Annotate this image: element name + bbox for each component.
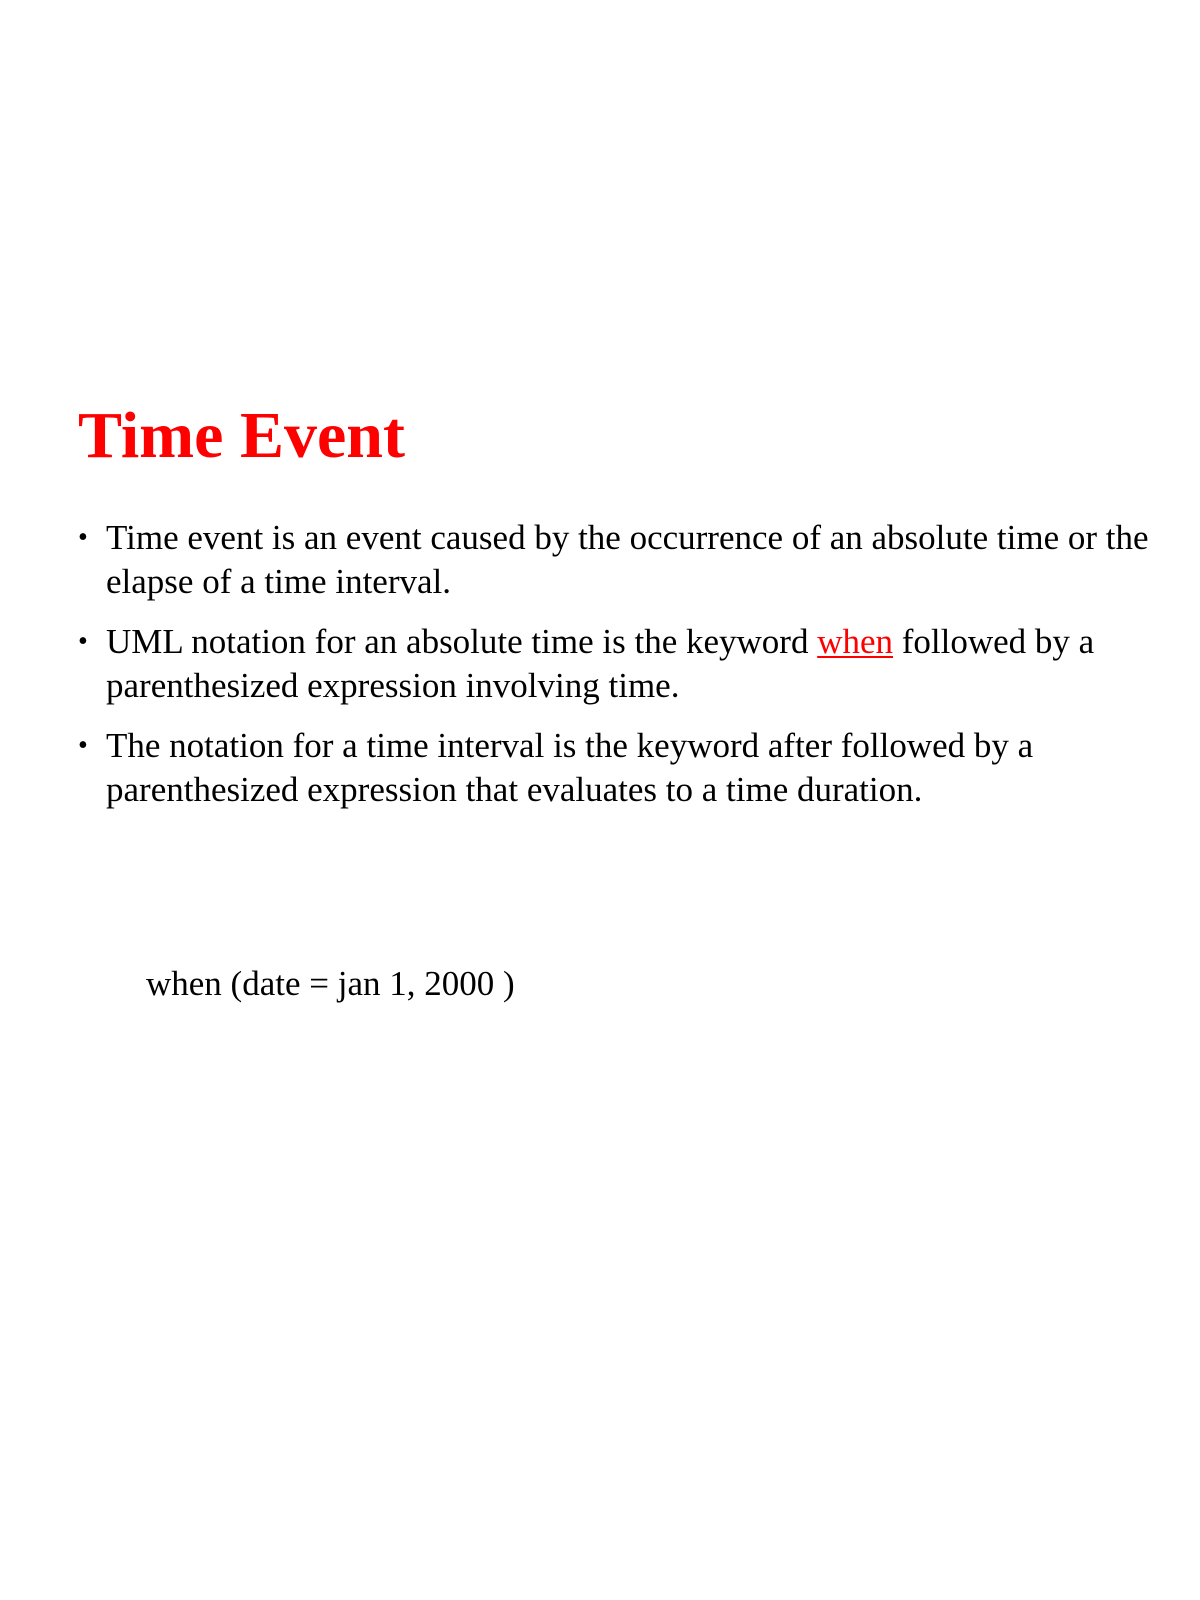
- bullet-text: Time event is an event caused by the occurrence of an absolute time or the elapse of a time interval.: [106, 518, 1149, 601]
- bullet-item-time-interval: [78, 724, 1158, 812]
- bullet-text-after: followed by a parenthesized expression involving time.: [106, 622, 1095, 705]
- bullet-dot-icon: •: [78, 522, 88, 553]
- bullet-list: [78, 516, 1158, 828]
- bullet-dot-icon: •: [78, 730, 88, 761]
- bullet-text-before: UML notation for an absolute time is the keyword: [106, 622, 818, 661]
- bullet-item-absolute-time: [78, 620, 1158, 708]
- bullet-text: The notation for a time interval is the keyword after followed by a parenthesized expression that evaluates to a time duration.: [106, 726, 1034, 809]
- example-expression: when (date = jan 1, 2000 ): [146, 964, 515, 1003]
- keyword-when-link[interactable]: when: [817, 622, 894, 661]
- bullet-dot-icon: •: [78, 626, 88, 657]
- bullet-item-time-event: [78, 516, 1158, 604]
- slide-title: Time Event: [78, 399, 405, 472]
